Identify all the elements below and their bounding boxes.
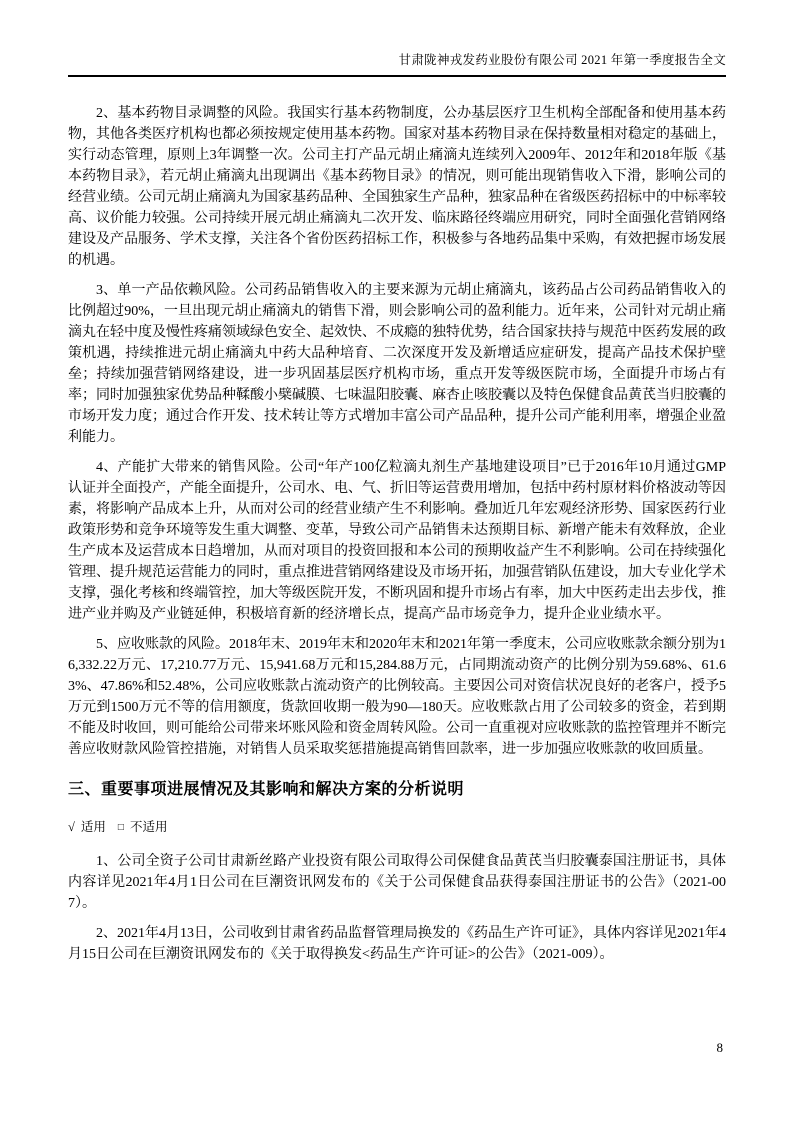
report-header-title: 甘肃陇神戎发药业股份有限公司 2021 年第一季度报告全文 xyxy=(398,53,726,67)
paragraph: 2、基本药物目录调整的风险。我国实行基本药物制度，公办基层医疗卫生机构全部配备和使用基本药物，其他各类医疗机构也都必须按规定使用基本药物。国家对基本药物目录在保持数量相对稳定的基础上，实行动态管理，原则上3年调整一次。公司主打产品元胡止痛滴丸连续列入2009年、2012年和2018年版《基本药物目录》，若元胡止痛滴丸出现调出《基本药物目录》的情况，则可能出现销售收入下滑，影响公司的经营业绩。公司元胡止痛滴丸为国家基药品种、全国独家生产品种，独家品种在省级医药招标中的中标率较高、议价能力较强。公司持续开展元胡止痛滴丸二次开发、临床路径终端应用研究，同时全面强化营销网络建设及产品服务、学术支撑，关注各个省份医药招标工作，积极参与各地药品集中采购，有效把握市场发展的机遇。 xyxy=(68,106,726,268)
event-paragraphs xyxy=(68,851,726,965)
section-heading: 三、重要事项进展情况及其影响和解决方案的分析说明 xyxy=(68,781,465,798)
paragraph: 2、2021年4月13日，公司收到甘肃省药品监督管理局换发的《药品生产许可证》，具体内容详见2021年4月15日公司在巨潮资讯网发布的《关于取得换发<药品生产许可证>的公告》（2021-009）。 xyxy=(68,926,726,962)
paragraph: 1、公司全资子公司甘肃新丝路产业投资有限公司取得公司保健食品黄芪当归胶囊泰国注册证书，具体内容详见2021年4月1日公司在巨潮资讯网发布的《关于公司保健食品获得泰国注册证书的公告》（2021-007）。 xyxy=(68,854,726,911)
paragraph: 3、单一产品依赖风险。公司药品销售收入的主要来源为元胡止痛滴丸，该药品占公司药品销售收入的比例超过90%，一旦出现元胡止痛滴丸的销售下滑，则会影响公司的盈利能力。近年来，公司针对元胡止痛滴丸在轻中度及慢性疼痛领域绿色安全、起效快、不成瘾的独特优势，结合国家扶持与规范中医药发展的政策机遇，持续推进元胡止痛滴丸中药大品种培育、二次深度开发及新增适应症研发，提高产品技术保护壁垒；持续加强营销网络建设，进一步巩固基层医疗机构市场，重点开发等级医院市场，全面提升市场占有率；同时加强独家优势品种鞣酸小檗碱膜、七味温阳胶囊、麻杏止咳胶囊以及特色保健食品黄芪当归胶囊的市场开发力度；通过合作开发、技术转让等方式增加丰富公司产品品种，提升公司产能利用率，增强企业盈利能力。 xyxy=(68,283,726,445)
applicable-label: 适用 xyxy=(80,820,106,834)
paragraph: 4、产能扩大带来的销售风险。公司“年产100亿粒滴丸剂生产基地建设项目”已于2016年10月通过GMP认证并全面投产，产能全面提升，公司水、电、气、折旧等运营费用增加，包括中药村原材料价格波动等因素，将影响产品成本上升，从而对公司的经营业绩产生不利影响。叠加近几年宏观经济形势、国家医药行业政策形势和竞争环境等发生重大调整、变革，导致公司产品销售未达预期目标、新增产能未有效释放，企业生产成本及运营成本日趋增加，从而对项目的投资回报和本公司的预期收益产生不利影响。公司在持续强化管理、提升规范运营能力的同时，重点推进营销网络建设及市场开拓，加强营销队伍建设，加大专业化学术支撑，强化考核和终端管控，加大等级医院开发，不断巩固和提升市场占有率，加大中医药走出去步伐，推进产业并购及产业链延伸，积极培育新的经济增长点，提高产品市场竞争力，提升企业业绩水平。 xyxy=(68,460,726,622)
risk-paragraphs xyxy=(68,103,726,760)
page-header xyxy=(68,50,726,77)
checkbox-icon: □ xyxy=(117,822,124,833)
paragraph: 5、应收账款的风险。2018年末、2019年末和2020年末和2021年第一季度末，公司应收账款余额分别为16,332.22万元、17,210.77万元、15,941.68万元和15,284.88万元，占同期流动资产的比例分别为59.68%、61.63%、47.86%和52.48%，公司应收账款占流动资产的比例较高。主要因公司对资信状况良好的老客户，授予5万元到1500万元不等的信用额度，货款回收期一般为90—180天。应收账款占用了公司较多的资金，若到期不能及时收回，则可能给公司带来坏账风险和资金周转风险。公司一直重视对应收账款的监控管理并不断完善应收财款风险管控措施，对销售人员采取奖惩措施提高销售回款率，进一步加强应收账款的收回质量。 xyxy=(68,637,726,757)
document-body xyxy=(68,77,726,965)
applicability-line xyxy=(68,817,726,835)
page-number: 8 xyxy=(716,1040,723,1055)
not-applicable-label: 不适用 xyxy=(129,820,168,834)
checkmark-icon: √ xyxy=(68,820,75,834)
